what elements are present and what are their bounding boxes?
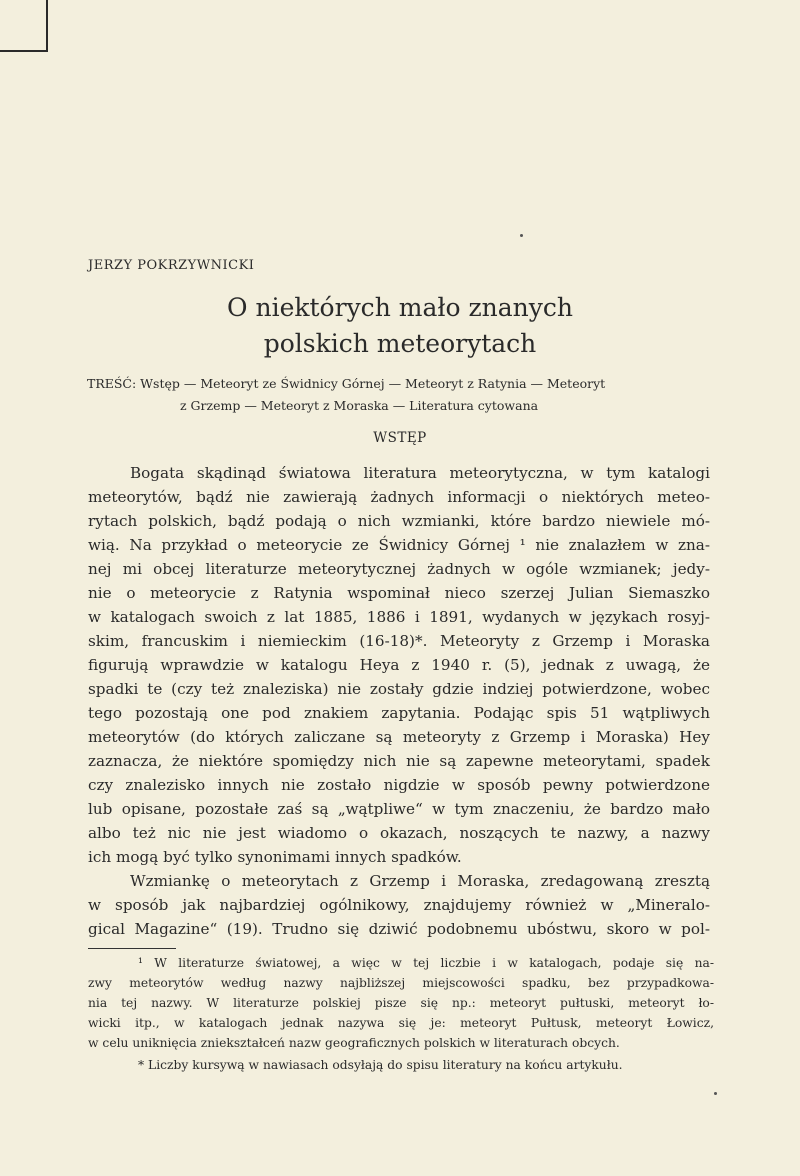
body-line: czy znalezisko innych nie zostało nigdzie w sposób pewny potwierdzone (88, 776, 710, 794)
body-line: rytach polskich, bądź podają o nich wzmianki, które bardzo niewiele mó- (88, 512, 710, 530)
body-line: albo też nic nie jest wiadomo o okazach, noszących te nazwy, a nazwy (88, 824, 710, 842)
body-line: meteorytów (do których zaliczane są meteoryty z Grzemp i Moraska) Hey (88, 728, 710, 746)
footnote-line: nia tej nazwy. W literaturze polskiej pisze się np.: meteoryt pułtuski, meteoryt ło- (88, 996, 714, 1010)
body-line: gical Magazine“ (19). Trudno się dziwić podobnemu ubóstwu, skoro w pol- (88, 920, 710, 938)
body-line: Bogata skądinąd światowa literatura meteorytyczna, w tym katalogi (130, 464, 710, 482)
body-line: Wzmiankę o meteorytach z Grzemp i Moraska, zredagowaną zresztą (130, 872, 710, 890)
body-line: w sposób jak najbardziej ogólnikowy, znajdujemy również w „Mineralo- (88, 896, 710, 914)
table-of-contents-line-2: z Grzemp — Meteoryt z Moraska — Literatura cytowana (180, 398, 539, 413)
footnote-line: ¹ W literaturze światowej, a więc w tej liczbie i w katalogach, podaje się na- (138, 956, 714, 970)
footnote-line: w celu uniknięcia zniekształceń nazw geograficznych polskich w literaturach obcych. (88, 1036, 620, 1050)
table-of-contents-line-1: TREŚĆ: Wstęp — Meteoryt ze Świdnicy Górnej — Meteoryt z Ratynia — Meteoryt (87, 376, 606, 391)
body-line: lub opisane, pozostałe zaś są „wątpliwe“ w tym znaczeniu, że bardzo mało (88, 800, 710, 818)
body-line: zaznacza, że niektóre spomiędzy nich nie są zapewne meteorytami, spadek (88, 752, 710, 770)
footnote-rule (88, 948, 176, 949)
body-line: wią. Na przykład o meteorycie ze Świdnicy Górnej ¹ nie znalazłem w zna- (88, 536, 710, 554)
section-heading: WSTĘP (373, 430, 427, 446)
paper-speck (520, 234, 523, 237)
article-title-line-2: polskich meteorytach (263, 329, 537, 358)
body-line: ich mogą być tylko synonimami innych spadków. (88, 848, 462, 866)
footnote-line: * Liczby kursywą w nawiasach odsyłają do spisu literatury na końcu artykułu. (138, 1058, 623, 1072)
article-title-line-1: O niektórych mało znanych (227, 293, 573, 322)
body-line: spadki te (czy też znaleziska) nie zostały gdzie indziej potwierdzone, wobec (88, 680, 710, 698)
body-line: nej mi obcej literaturze meteorytycznej żadnych w ogóle wzmianek; jedy- (88, 560, 710, 578)
paper-speck (714, 1092, 717, 1095)
body-line: tego pozostają one pod znakiem zapytania. Podając spis 51 wątpliwych (88, 704, 710, 722)
footnote-line: zwy meteorytów według nazwy najbliższej miejscowości spadku, bez przypadkowa- (88, 976, 714, 990)
body-line: skim, francuskim i niemieckim (16-18)*. Meteoryty z Grzemp i Moraska (88, 632, 710, 650)
body-line: meteorytów, bądź nie zawierają żadnych informacji o niektórych meteo- (88, 488, 710, 506)
body-line: nie o meteorycie z Ratynia wspominał nieco szerzej Julian Siemaszko (88, 584, 710, 602)
corner-crop-mark (0, 0, 48, 52)
author-name: JERZY POKRZYWNICKI (88, 258, 255, 273)
body-line: w katalogach swoich z lat 1885, 1886 i 1891, wydanych w językach rosyj- (88, 608, 710, 626)
body-line: figurują wprawdzie w katalogu Heya z 1940 r. (5), jednak z uwagą, że (88, 656, 710, 674)
footnote-line: wicki itp., w katalogach jednak nazywa się je: meteoryt Pułtusk, meteoryt Łowicz, (88, 1016, 714, 1030)
